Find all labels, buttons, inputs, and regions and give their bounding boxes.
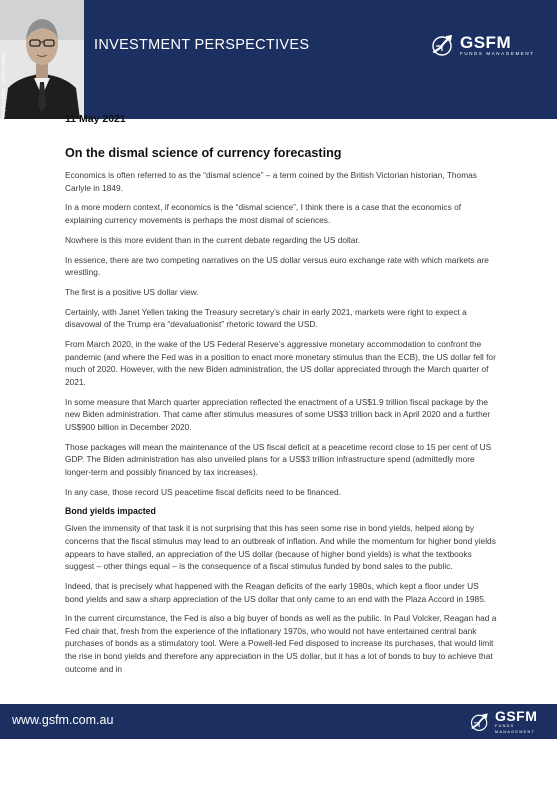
portrait-photo	[0, 0, 84, 119]
paragraph: In a more modern context, if economics is the “dismal science”, I think there is a case that the economics of explaining currency movements is perhaps the most dismal of sciences.	[65, 202, 462, 225]
website-link[interactable]: www.gsfm.com.au	[12, 713, 114, 727]
paragraph: In some measure that March quarter appreciation reflected the enactment of a US$1.9 trillion fiscal package by the new Biden administration. That came after stimulus measures of some US$3 trillion back in April 2020 and a further US$900 billion in December 2020.	[65, 396, 491, 432]
paragraph: Indeed, that is precisely what happened with the Reagan deficits of the early 1980s, which kept a floor under US bond yields and saw a sharp appreciation of the US dollar that only came to an end with the Plaza Accord in 1985.	[65, 580, 487, 604]
paragraph: Those packages will mean the maintenance of the US fiscal deficit at a peacetime record close to 15 per cent of US GDP. The Biden administration has also unveiled plans for a US$3 trillion infrastructure spend (admittedly more longer-term and possibly financed by tax increases).	[65, 441, 492, 477]
paragraph: From March 2020, in the wake of the US Federal Reserve’s aggressive monetary accommodation to confront the pandemic (and where the Fed was in a position to enact more monetary stimulus than the ECB), the US dollar fell for much of 2020. However, with the new Biden administration, the US dollar appreciated through the March quarter of 2021.	[65, 339, 496, 387]
logo-brand: GSFM	[460, 32, 512, 52]
paragraph: In any case, those record US peacetime fiscal deficits need to be financed.	[65, 486, 341, 497]
paragraph: In essence, there are two competing narratives on the US dollar versus euro exchange rate with which markets are wrestling.	[65, 254, 489, 278]
paragraph: Certainly, with Janet Yellen taking the Treasury secretary’s chair in early 2021, markets were right to expect a disavowal of the Trump era “devaluationist” rhetoric toward the USD.	[65, 306, 467, 330]
logo-sub: FUNDS MANAGEMENT	[460, 50, 535, 56]
logo-brand: GSFM	[494, 708, 538, 724]
article-body	[65, 169, 497, 682]
band-title: INVESTMENT PERSPECTIVES	[94, 37, 310, 53]
paragraph: Economics is often referred to as the “dismal science” – a term coined by the British Victorian historian, Thomas Carlyle in 1849.	[65, 170, 477, 193]
author-photo	[0, 0, 84, 119]
gsfm-logo-icon	[469, 711, 491, 733]
gsfm-logo[interactable]	[430, 32, 535, 58]
photo-caption: Stephen Miller – GSFM Advisor	[1, 52, 6, 118]
logo-sub: FUNDS MANAGEMENT	[494, 724, 536, 734]
footer-band	[0, 704, 557, 739]
article-title: On the dismal science of currency forecasting	[65, 146, 342, 160]
article-date: 11 May 2021	[65, 113, 126, 125]
paragraph: Nowhere is this more evident than in the current debate regarding the US dollar.	[65, 234, 360, 245]
paragraph: In the current circumstance, the Fed is also a big buyer of bonds as well as the public. In Paul Volcker, Reagan had a Fed chair that, fresh from the experience of the inflationary 1970s, who would not have entertained central bank purchases of bonds as a stimulatory tool. Were a Powell-led Fed disposed to increase its purchases, that would limit the rise in bond yields and therefore any appreciation in the US dollar, but it has a lot of bonds to buy to achieve that outcome and in	[65, 613, 497, 674]
paragraph: The first is a positive US dollar view.	[65, 286, 199, 297]
header-band	[0, 0, 557, 119]
section-heading: Bond yields impacted	[65, 506, 156, 517]
gsfm-logo-icon	[430, 32, 456, 58]
gsfm-footer-logo[interactable]	[469, 709, 557, 735]
paragraph: Given the immensity of that task it is not surprising that this has seen some rise in bond yields, helped along by concerns that the fiscal stimulus may lead to an outbreak of inflation. And while the momentum for higher bond yields appears to have stalled, an appreciation of the US dollar (because of higher bond yields) is what the textbooks suggest – other things equal – is the consequence of a fiscal stimulus funded by bond sales to the public.	[65, 523, 496, 572]
